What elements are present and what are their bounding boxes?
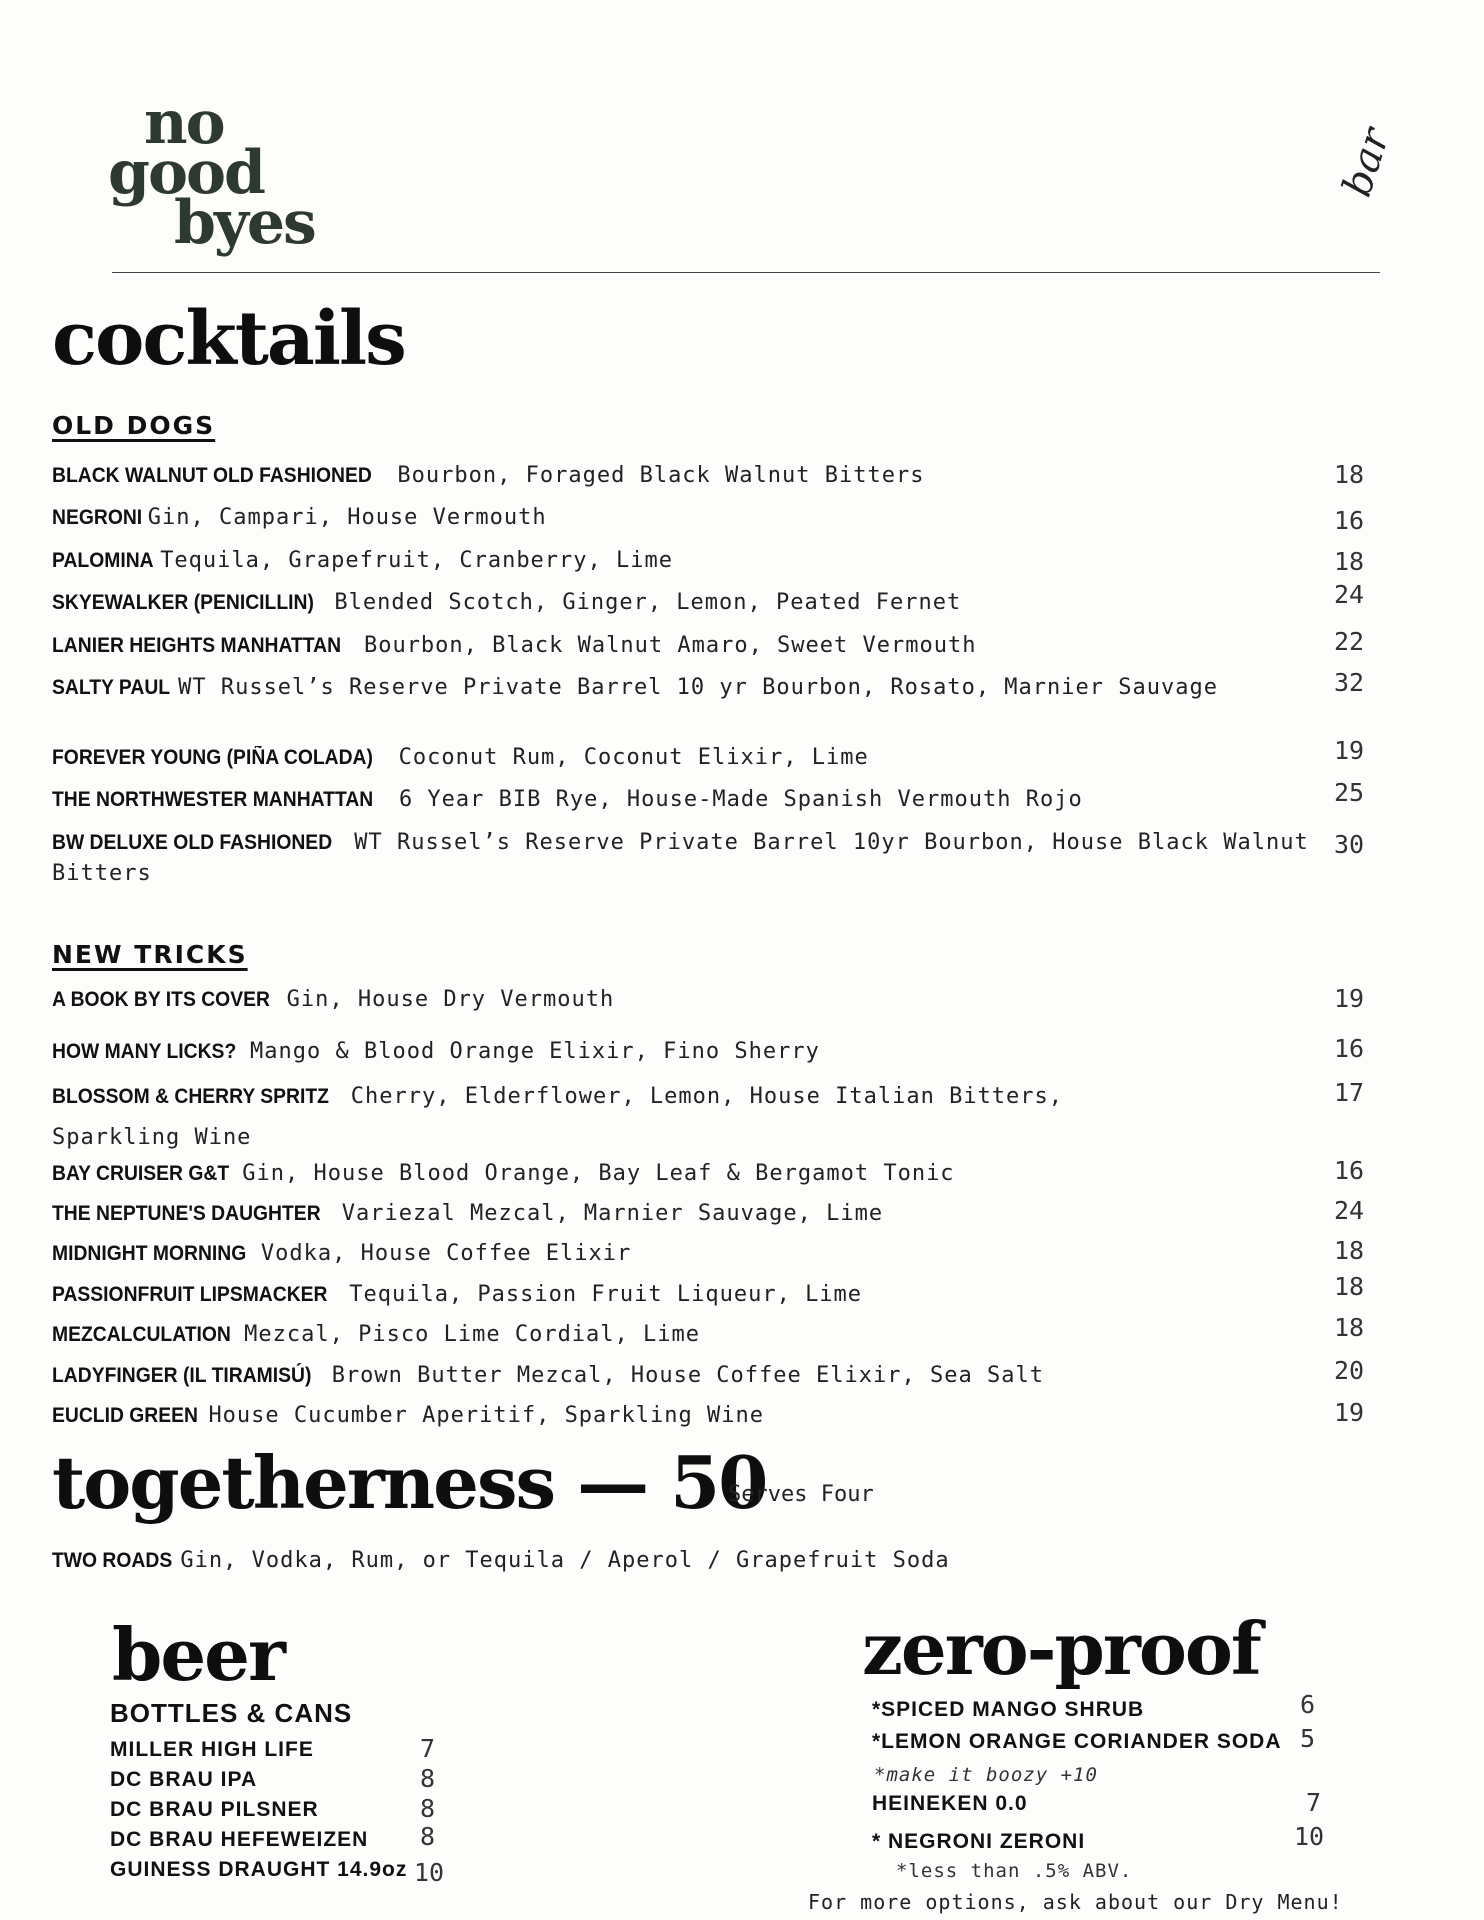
menu-item: THE NORTHWESTER MANHATTAN 6 Year BIB Rye, House-Made Spanish Vermouth Rojo xyxy=(52,787,1083,812)
zero-proof-item-price: 7 xyxy=(1306,1788,1322,1817)
item-price: 32 xyxy=(1334,668,1365,697)
item-price: 24 xyxy=(1334,1196,1365,1225)
menu-item: HOW MANY LICKS? Mango & Blood Orange Elixir, Fino Sherry xyxy=(52,1039,820,1064)
zero-proof-item-name: *LEMON ORANGE CORIANDER SODA xyxy=(872,1730,1282,1753)
item-price: 25 xyxy=(1334,778,1365,807)
beer-heading: beer xyxy=(112,1612,284,1697)
zero-proof-item-name: * NEGRONI ZERONI xyxy=(872,1830,1086,1853)
beer-item-price: 8 xyxy=(420,1822,436,1851)
beer-item-price: 7 xyxy=(420,1734,436,1763)
togetherness-heading: togetherness — 50 xyxy=(52,1440,767,1525)
dry-menu-footer: For more options, ask about our Dry Menu! xyxy=(808,1890,1343,1914)
item-price: 16 xyxy=(1334,1034,1365,1063)
item-price: 18 xyxy=(1334,1236,1365,1265)
logo xyxy=(108,88,315,258)
boozy-note: *make it boozy +10 xyxy=(874,1764,1098,1786)
menu-item: SKYEWALKER (PENICILLIN) Blended Scotch, Ginger, Lemon, Peated Fernet xyxy=(52,590,962,615)
item-price: 19 xyxy=(1334,984,1365,1013)
menu-item: A BOOK BY ITS COVER Gin, House Dry Vermouth xyxy=(52,987,615,1012)
beer-item-price: 10 xyxy=(414,1858,445,1887)
zero-proof-item-price: 6 xyxy=(1300,1690,1316,1719)
beer-item-price: 8 xyxy=(420,1764,436,1793)
beer-item-name: DC BRAU HEFEWEIZEN xyxy=(110,1828,369,1851)
zero-proof-item-price: 10 xyxy=(1294,1822,1325,1851)
item-price: 16 xyxy=(1334,506,1365,535)
item-price: 18 xyxy=(1334,460,1365,489)
beer-item-name: MILLER HIGH LIFE xyxy=(110,1738,314,1761)
logo-line-3: byes xyxy=(174,188,315,258)
item-price: 17 xyxy=(1334,1078,1365,1107)
header-divider xyxy=(112,272,1380,273)
zero-proof-item-price: 5 xyxy=(1300,1724,1316,1753)
item-price: 24 xyxy=(1334,580,1365,609)
old-dogs-heading: OLD DOGS xyxy=(52,411,216,440)
cocktails-heading: cocktails xyxy=(52,296,405,382)
menu-item: MIDNIGHT MORNING Vodka, House Coffee Elixir xyxy=(52,1241,632,1266)
logo-line-1: no xyxy=(144,88,224,158)
item-price: 18 xyxy=(1334,547,1365,576)
menu-item: NEGRONI Gin, Campari, House Vermouth xyxy=(52,505,547,530)
item-price: 18 xyxy=(1334,1313,1365,1342)
zero-proof-heading: zero-proof xyxy=(862,1606,1260,1691)
menu-item: THE NEPTUNE'S DAUGHTER Variezal Mezcal, Marnier Sauvage, Lime xyxy=(52,1201,884,1226)
logo-line-2: good xyxy=(108,138,264,208)
item-price: 20 xyxy=(1334,1356,1365,1385)
menu-item: BW DELUXE OLD FASHIONED WT Russel’s Reserve Private Barrel 10yr Bourbon, House Black Walnut Bitters xyxy=(52,830,1309,886)
item-price: 22 xyxy=(1334,627,1365,656)
item-price: 19 xyxy=(1334,1398,1365,1427)
menu-item: TWO ROADS Gin, Vodka, Rum, or Tequila / Aperol / Grapefruit Soda xyxy=(52,1548,950,1573)
menu-item: PALOMINA Tequila, Grapefruit, Cranberry, Lime xyxy=(52,548,674,573)
menu-item: MEZCALCULATION Mezcal, Pisco Lime Cordial, Lime xyxy=(52,1322,701,1347)
menu-item: PASSIONFRUIT LIPSMACKER Tequila, Passion Fruit Liqueur, Lime xyxy=(52,1282,863,1307)
new-tricks-heading: NEW TRICKS xyxy=(52,940,248,969)
beer-item-name: DC BRAU PILSNER xyxy=(110,1798,319,1821)
zero-proof-item-name: HEINEKEN 0.0 xyxy=(872,1792,1028,1815)
beer-item-name: GUINESS DRAUGHT 14.9oz xyxy=(110,1858,408,1881)
serves-note: Serves Four xyxy=(728,1482,874,1507)
menu-item: BLACK WALNUT OLD FASHIONED Bourbon, Foraged Black Walnut Bitters xyxy=(52,463,925,488)
bottles-cans-subheading: BOTTLES & CANS xyxy=(110,1698,353,1728)
item-price: 18 xyxy=(1334,1272,1365,1301)
bar-script-logo: bar xyxy=(1334,122,1399,203)
item-price: 19 xyxy=(1334,736,1365,765)
menu-item: FOREVER YOUNG (PIÑA COLADA) Coconut Rum, Coconut Elixir, Lime xyxy=(52,745,869,770)
menu-item: SALTY PAUL WT Russel’s Reserve Private Barrel 10 yr Bourbon, Rosato, Marnier Sauvage xyxy=(52,675,1218,700)
item-price: 16 xyxy=(1334,1156,1365,1185)
menu-item: BLOSSOM & CHERRY SPRITZ Cherry, Elderflower, Lemon, House Italian Bitters, Sparkling Wine xyxy=(52,1084,1064,1150)
menu-item: LANIER HEIGHTS MANHATTAN Bourbon, Black Walnut Amaro, Sweet Vermouth xyxy=(52,633,977,658)
zero-proof-item-name: *SPICED MANGO SHRUB xyxy=(872,1698,1145,1721)
menu-item: LADYFINGER (IL TIRAMISÚ) Brown Butter Mezcal, House Coffee Elixir, Sea Salt xyxy=(52,1363,1044,1388)
beer-item-price: 8 xyxy=(420,1794,436,1823)
menu-item: BAY CRUISER G&T Gin, House Blood Orange, Bay Leaf & Bergamot Tonic xyxy=(52,1161,955,1186)
menu-item: EUCLID GREEN House Cucumber Aperitif, Sparkling Wine xyxy=(52,1403,764,1428)
item-price: 30 xyxy=(1334,830,1365,859)
beer-item-name: DC BRAU IPA xyxy=(110,1768,258,1791)
abv-note: *less than .5% ABV. xyxy=(896,1860,1133,1882)
